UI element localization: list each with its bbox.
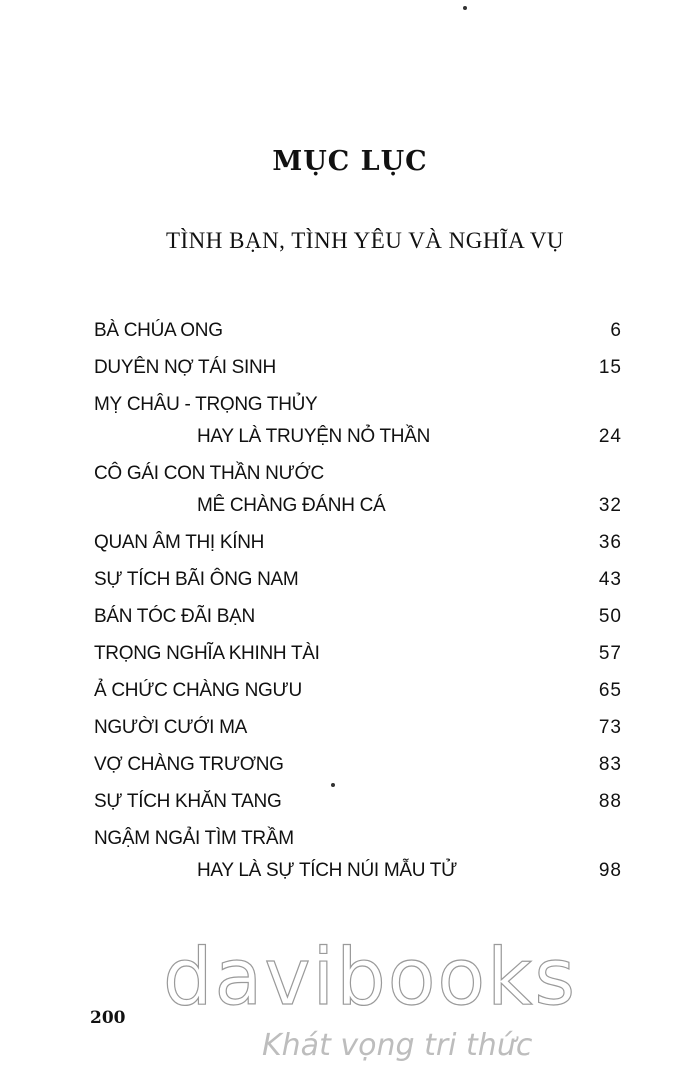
section-title: TÌNH BẠN, TÌNH YÊU VÀ NGHĨA VỤ (165, 228, 565, 253)
toc-entry (94, 461, 622, 530)
toc-entry (94, 715, 622, 752)
toc-entry-title: DUYÊN NỢ TÁI SINH (94, 357, 276, 378)
toc-entry-title: NGƯỜI CƯỚI MA (94, 717, 247, 738)
toc-entry-line (94, 530, 622, 567)
toc-entry-title: Ả CHỨC CHÀNG NGƯU (94, 680, 302, 701)
toc-entry-line (94, 392, 622, 424)
toc-entry-page: 98 (598, 860, 622, 881)
print-speck (463, 6, 467, 10)
toc-entry-page: 50 (598, 606, 622, 627)
toc-entry-title: SỰ TÍCH KHĂN TANG (94, 791, 282, 812)
toc-entry-page: 36 (598, 532, 622, 553)
toc-entry (94, 678, 622, 715)
toc-entry (94, 355, 622, 392)
toc-entry-line (94, 493, 622, 530)
toc-entry-title: HAY LÀ TRUYỆN NỎ THẦN (197, 426, 431, 447)
toc-entry-line (94, 641, 622, 678)
toc-entry-page: 43 (598, 569, 622, 590)
toc-entry (94, 567, 622, 604)
toc-entry-title: SỰ TÍCH BÃI ÔNG NAM (94, 569, 299, 590)
toc-entry-title: TRỌNG NGHĨA KHINH TÀI (94, 643, 320, 664)
toc-entry (94, 318, 622, 355)
toc-entry-title: CÔ GÁI CON THẦN NƯỚC (94, 463, 324, 484)
toc-entry-title: NGẬM NGẢI TÌM TRẦM (94, 828, 294, 849)
toc-entry-page: 73 (598, 717, 622, 738)
toc-entry-page: 24 (598, 426, 622, 447)
toc-entry-line (94, 355, 622, 392)
toc-entry-line (94, 858, 622, 895)
toc-entry (94, 789, 622, 826)
toc-entry-title: MỴ CHÂU - TRỌNG THỦY (94, 394, 318, 415)
toc-entry (94, 604, 622, 641)
toc-entry-line (94, 789, 622, 826)
toc-entry (94, 530, 622, 567)
toc-entry-page: 15 (598, 357, 622, 378)
toc-entry-line (94, 318, 622, 355)
page-number: 200 (90, 1008, 126, 1028)
toc-entry-line (94, 752, 622, 789)
toc-entry-line (94, 424, 622, 461)
toc-entry (94, 392, 622, 461)
toc-entry-line (94, 715, 622, 752)
toc-entry-title: VỢ CHÀNG TRƯƠNG (94, 754, 284, 775)
toc-entry (94, 752, 622, 789)
toc-entry-title: MÊ CHÀNG ĐÁNH CÁ (197, 495, 386, 516)
toc-entry-line (94, 567, 622, 604)
table-of-contents (94, 318, 622, 895)
toc-entry-page: 65 (598, 680, 622, 701)
toc-entry-line (94, 461, 622, 493)
toc-entry (94, 641, 622, 678)
toc-entry-title: HAY LÀ SỰ TÍCH NÚI MẪU TỬ (197, 860, 458, 881)
toc-entry-page: 6 (610, 320, 622, 341)
toc-entry-page: 57 (598, 643, 622, 664)
toc-entry-title: QUAN ÂM THỊ KÍNH (94, 532, 265, 553)
toc-entry-line (94, 826, 622, 858)
toc-entry-title: BÁN TÓC ĐÃI BẠN (94, 606, 255, 627)
page-title: MỤC LỤC (272, 146, 428, 177)
toc-entry-title: BÀ CHÚA ONG (94, 320, 223, 341)
toc-entry-page: 83 (598, 754, 622, 775)
toc-entry-page: 88 (598, 791, 622, 812)
watermark-tagline: Khát vọng tri thức (262, 1028, 533, 1063)
watermark-brand: davibooks (163, 933, 577, 1023)
print-speck (331, 783, 335, 787)
toc-entry-page: 32 (598, 495, 622, 516)
toc-entry-line (94, 604, 622, 641)
toc-entry (94, 826, 622, 895)
toc-entry-line (94, 678, 622, 715)
